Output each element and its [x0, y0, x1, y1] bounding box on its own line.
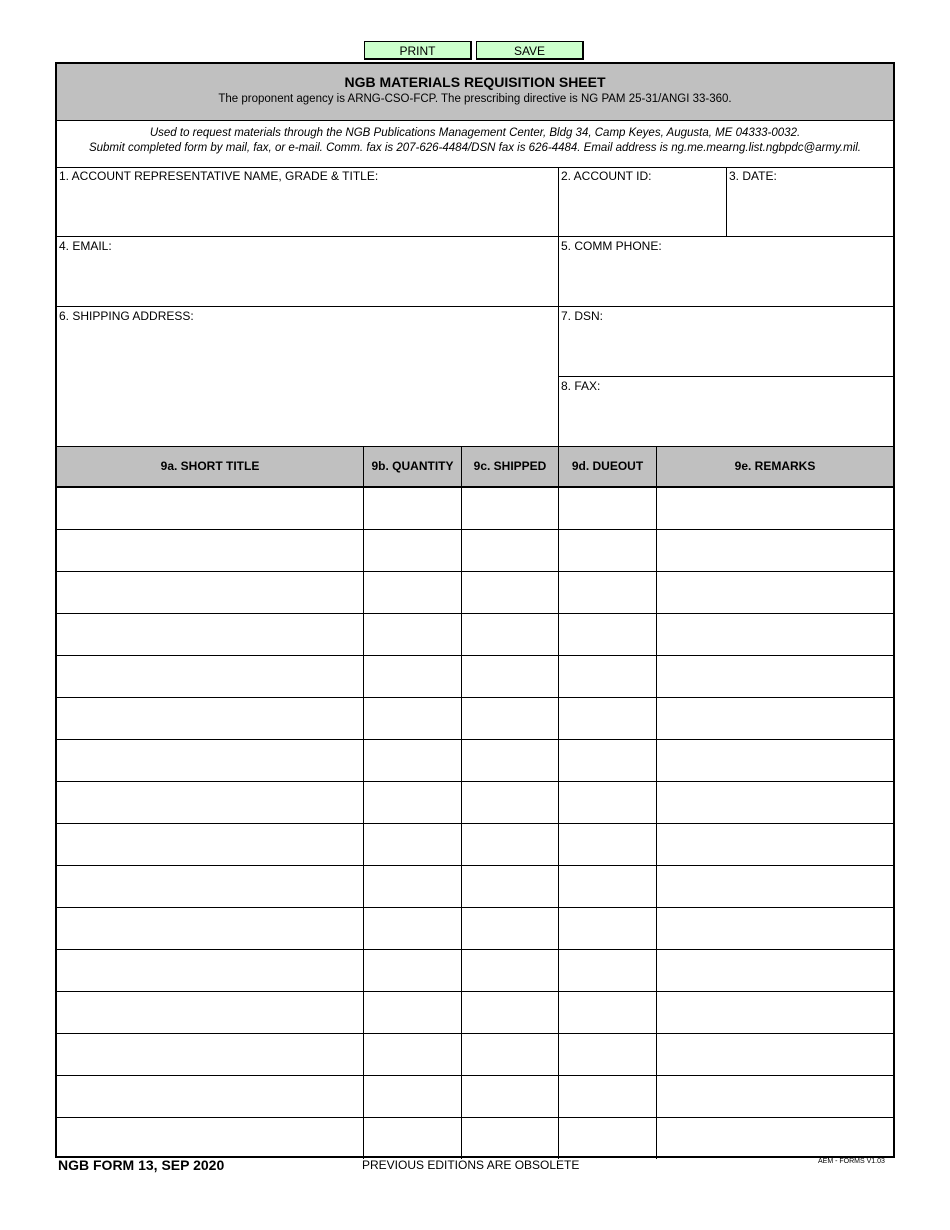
cell-quantity: [364, 866, 462, 907]
cell-dueout: [559, 824, 657, 865]
dueout-input[interactable]: [559, 950, 656, 991]
cell-quantity: [364, 992, 462, 1033]
comm-phone-label: 5. COMM PHONE:: [561, 239, 662, 253]
table-row: [57, 656, 893, 698]
cell-dueout: [559, 782, 657, 823]
cell-remarks: [657, 572, 893, 613]
cell-remarks: [657, 866, 893, 907]
cell-remarks: [657, 656, 893, 697]
short-title-input[interactable]: [57, 866, 363, 907]
cell-short-title: [57, 614, 364, 655]
remarks-input[interactable]: [657, 866, 893, 907]
cell-quantity: [364, 740, 462, 781]
shipped-input[interactable]: [462, 950, 558, 991]
remarks-input[interactable]: [657, 488, 893, 529]
print-button[interactable]: PRINT: [364, 41, 472, 60]
remarks-input[interactable]: [657, 740, 893, 781]
cell-dueout: [559, 1118, 657, 1159]
shipped-input[interactable]: [462, 992, 558, 1033]
cell-shipped: [462, 992, 559, 1033]
comm-phone-cell: [559, 237, 893, 307]
cell-remarks: [657, 530, 893, 571]
column-header-dueout: 9d. DUEOUT: [559, 446, 657, 488]
cell-short-title: [57, 866, 364, 907]
table-row: [57, 950, 893, 992]
account-rep-label: 1. ACCOUNT REPRESENTATIVE NAME, GRADE & TITLE:: [59, 169, 379, 183]
cell-quantity: [364, 488, 462, 529]
dueout-input[interactable]: [559, 1034, 656, 1075]
table-row: [57, 1034, 893, 1076]
cell-short-title: [57, 992, 364, 1033]
cell-quantity: [364, 698, 462, 739]
cell-dueout: [559, 1034, 657, 1075]
cell-shipped: [462, 782, 559, 823]
cell-dueout: [559, 572, 657, 613]
dsn-input[interactable]: [562, 325, 890, 373]
short-title-input[interactable]: [57, 572, 363, 613]
email-cell: [57, 237, 559, 307]
dueout-input[interactable]: [559, 782, 656, 823]
cell-quantity: [364, 782, 462, 823]
short-title-input[interactable]: [57, 698, 363, 739]
dueout-input[interactable]: [559, 824, 656, 865]
email-label: 4. EMAIL:: [59, 239, 112, 253]
column-header-short-title: 9a. SHORT TITLE: [57, 446, 364, 488]
cell-shipped: [462, 824, 559, 865]
shipping-address-cell: [57, 307, 559, 446]
cell-remarks: [657, 1076, 893, 1117]
shipped-input[interactable]: [462, 866, 558, 907]
remarks-input[interactable]: [657, 992, 893, 1033]
short-title-input[interactable]: [57, 824, 363, 865]
short-title-input[interactable]: [57, 1118, 363, 1159]
cell-dueout: [559, 614, 657, 655]
cell-remarks: [657, 1118, 893, 1159]
cell-dueout: [559, 908, 657, 949]
dueout-input[interactable]: [559, 908, 656, 949]
cell-shipped: [462, 488, 559, 529]
cell-short-title: [57, 1076, 364, 1117]
cell-quantity: [364, 572, 462, 613]
remarks-input[interactable]: [657, 656, 893, 697]
short-title-input[interactable]: [57, 488, 363, 529]
cell-remarks: [657, 992, 893, 1033]
quantity-input[interactable]: [364, 1118, 461, 1159]
cell-shipped: [462, 1118, 559, 1159]
email-input[interactable]: [60, 255, 555, 303]
cell-short-title: [57, 740, 364, 781]
remarks-input[interactable]: [657, 908, 893, 949]
date-label: 3. DATE:: [729, 169, 777, 183]
short-title-input[interactable]: [57, 782, 363, 823]
remarks-input[interactable]: [657, 1076, 893, 1117]
quantity-input[interactable]: [364, 1076, 461, 1117]
cell-dueout: [559, 488, 657, 529]
account-id-label: 2. ACCOUNT ID:: [561, 169, 652, 183]
short-title-input[interactable]: [57, 1034, 363, 1075]
remarks-input[interactable]: [657, 824, 893, 865]
quantity-input[interactable]: [364, 530, 461, 571]
dsn-cell: [559, 307, 893, 377]
form-title: NGB MATERIALS REQUISITION SHEET: [344, 74, 606, 90]
account-rep-input[interactable]: [60, 185, 555, 233]
quantity-input[interactable]: [364, 656, 461, 697]
cell-short-title: [57, 1034, 364, 1075]
account-rep-cell: [57, 167, 559, 237]
table-row: [57, 992, 893, 1034]
dueout-input[interactable]: [559, 656, 656, 697]
cell-shipped: [462, 614, 559, 655]
date-cell: [727, 167, 893, 237]
cell-dueout: [559, 950, 657, 991]
cell-shipped: [462, 740, 559, 781]
cell-dueout: [559, 530, 657, 571]
cell-shipped: [462, 530, 559, 571]
table-row: [57, 866, 893, 908]
short-title-input[interactable]: [57, 614, 363, 655]
cell-remarks: [657, 1034, 893, 1075]
cell-remarks: [657, 698, 893, 739]
requisition-form: [55, 62, 895, 1158]
shipped-input[interactable]: [462, 614, 558, 655]
short-title-input[interactable]: [57, 992, 363, 1033]
quantity-input[interactable]: [364, 740, 461, 781]
cell-shipped: [462, 1034, 559, 1075]
cell-quantity: [364, 950, 462, 991]
fax-input[interactable]: [562, 395, 890, 443]
remarks-input[interactable]: [657, 950, 893, 991]
shipping-address-input[interactable]: [60, 325, 555, 443]
comm-phone-input[interactable]: [562, 255, 890, 303]
account-id-cell: [559, 167, 727, 237]
table-row: [57, 572, 893, 614]
short-title-input[interactable]: [57, 530, 363, 571]
instructions-line-2: Submit completed form by mail, fax, or e-mail. Comm. fax is 207-626-4484/DSN fax is 626-4484. Email address is ng.me.mearng.list.ngbpdc@army.mil.: [88, 142, 862, 154]
cell-dueout: [559, 866, 657, 907]
instructions-line-1: Used to request materials through the NGB Publications Management Center, Bldg 34, Camp Keyes, Augusta, ME 04333-0032.: [149, 127, 801, 139]
shipped-input[interactable]: [462, 656, 558, 697]
cell-dueout: [559, 656, 657, 697]
cell-short-title: [57, 656, 364, 697]
cell-remarks: [657, 908, 893, 949]
quantity-input[interactable]: [364, 782, 461, 823]
cell-shipped: [462, 866, 559, 907]
cell-shipped: [462, 698, 559, 739]
form-number: NGB FORM 13, SEP 2020: [58, 1157, 225, 1173]
dueout-input[interactable]: [559, 866, 656, 907]
fax-label: 8. FAX:: [561, 379, 601, 393]
shipped-input[interactable]: [462, 740, 558, 781]
short-title-input[interactable]: [57, 950, 363, 991]
table-row: [57, 1076, 893, 1118]
dueout-input[interactable]: [559, 1118, 656, 1159]
cell-quantity: [364, 1076, 462, 1117]
table-row: [57, 740, 893, 782]
short-title-input[interactable]: [57, 740, 363, 781]
date-input[interactable]: [730, 185, 890, 233]
quantity-input[interactable]: [364, 488, 461, 529]
cell-dueout: [559, 740, 657, 781]
cell-remarks: [657, 950, 893, 991]
cell-quantity: [364, 614, 462, 655]
aem-version: AEM - FORMS V1.03: [818, 1158, 885, 1165]
quantity-input[interactable]: [364, 824, 461, 865]
cell-quantity: [364, 1034, 462, 1075]
dueout-input[interactable]: [559, 740, 656, 781]
cell-shipped: [462, 656, 559, 697]
shipped-input[interactable]: [462, 782, 558, 823]
shipped-input[interactable]: [462, 1076, 558, 1117]
dueout-input[interactable]: [559, 614, 656, 655]
cell-quantity: [364, 1118, 462, 1159]
table-row: [57, 698, 893, 740]
dueout-input[interactable]: [559, 530, 656, 571]
table-row: [57, 1118, 893, 1160]
dueout-input[interactable]: [559, 488, 656, 529]
quantity-input[interactable]: [364, 572, 461, 613]
shipped-input[interactable]: [462, 488, 558, 529]
column-header-quantity: 9b. QUANTITY: [364, 446, 462, 488]
column-header-shipped: 9c. SHIPPED: [462, 446, 559, 488]
table-row: [57, 908, 893, 950]
dueout-input[interactable]: [559, 1076, 656, 1117]
cell-short-title: [57, 530, 364, 571]
dueout-input[interactable]: [559, 698, 656, 739]
cell-short-title: [57, 950, 364, 991]
form-header: [57, 64, 893, 121]
cell-dueout: [559, 992, 657, 1033]
table-row: [57, 530, 893, 572]
remarks-input[interactable]: [657, 1118, 893, 1159]
quantity-input[interactable]: [364, 950, 461, 991]
shipping-address-label: 6. SHIPPING ADDRESS:: [59, 309, 194, 323]
cell-remarks: [657, 782, 893, 823]
cell-short-title: [57, 782, 364, 823]
cell-shipped: [462, 950, 559, 991]
previous-editions-note: PREVIOUS EDITIONS ARE OBSOLETE: [362, 1158, 580, 1172]
dueout-input[interactable]: [559, 572, 656, 613]
shipped-input[interactable]: [462, 824, 558, 865]
save-button[interactable]: SAVE: [476, 41, 584, 60]
short-title-input[interactable]: [57, 1076, 363, 1117]
dueout-input[interactable]: [559, 992, 656, 1033]
cell-short-title: [57, 908, 364, 949]
shipped-input[interactable]: [462, 1118, 558, 1159]
shipped-input[interactable]: [462, 530, 558, 571]
cell-quantity: [364, 824, 462, 865]
cell-short-title: [57, 824, 364, 865]
table-row: [57, 782, 893, 824]
cell-quantity: [364, 908, 462, 949]
quantity-input[interactable]: [364, 908, 461, 949]
quantity-input[interactable]: [364, 992, 461, 1033]
column-header-remarks: 9e. REMARKS: [657, 446, 893, 488]
quantity-input[interactable]: [364, 866, 461, 907]
shipped-input[interactable]: [462, 698, 558, 739]
cell-short-title: [57, 1118, 364, 1159]
shipped-input[interactable]: [462, 572, 558, 613]
quantity-input[interactable]: [364, 698, 461, 739]
short-title-input[interactable]: [57, 908, 363, 949]
table-row: [57, 614, 893, 656]
fax-cell: [559, 377, 893, 446]
cell-shipped: [462, 908, 559, 949]
remarks-input[interactable]: [657, 782, 893, 823]
remarks-input[interactable]: [657, 1034, 893, 1075]
cell-quantity: [364, 656, 462, 697]
short-title-input[interactable]: [57, 656, 363, 697]
cell-remarks: [657, 824, 893, 865]
cell-short-title: [57, 488, 364, 529]
cell-remarks: [657, 740, 893, 781]
shipped-input[interactable]: [462, 1034, 558, 1075]
table-row: [57, 488, 893, 530]
remarks-input[interactable]: [657, 698, 893, 739]
remarks-input[interactable]: [657, 614, 893, 655]
cell-dueout: [559, 1076, 657, 1117]
cell-remarks: [657, 488, 893, 529]
remarks-input[interactable]: [657, 530, 893, 571]
cell-short-title: [57, 698, 364, 739]
cell-remarks: [657, 614, 893, 655]
shipped-input[interactable]: [462, 908, 558, 949]
cell-dueout: [559, 698, 657, 739]
remarks-input[interactable]: [657, 572, 893, 613]
cell-quantity: [364, 530, 462, 571]
form-subtitle: The proponent agency is ARNG-CSO-FCP. The prescribing directive is NG PAM 25-31/ANGI 33-360.: [218, 93, 732, 105]
quantity-input[interactable]: [364, 614, 461, 655]
instructions: [57, 121, 893, 168]
cell-shipped: [462, 572, 559, 613]
dsn-label: 7. DSN:: [561, 309, 604, 323]
table-row: [57, 824, 893, 866]
cell-short-title: [57, 572, 364, 613]
account-id-input[interactable]: [562, 185, 723, 233]
quantity-input[interactable]: [364, 1034, 461, 1075]
cell-shipped: [462, 1076, 559, 1117]
